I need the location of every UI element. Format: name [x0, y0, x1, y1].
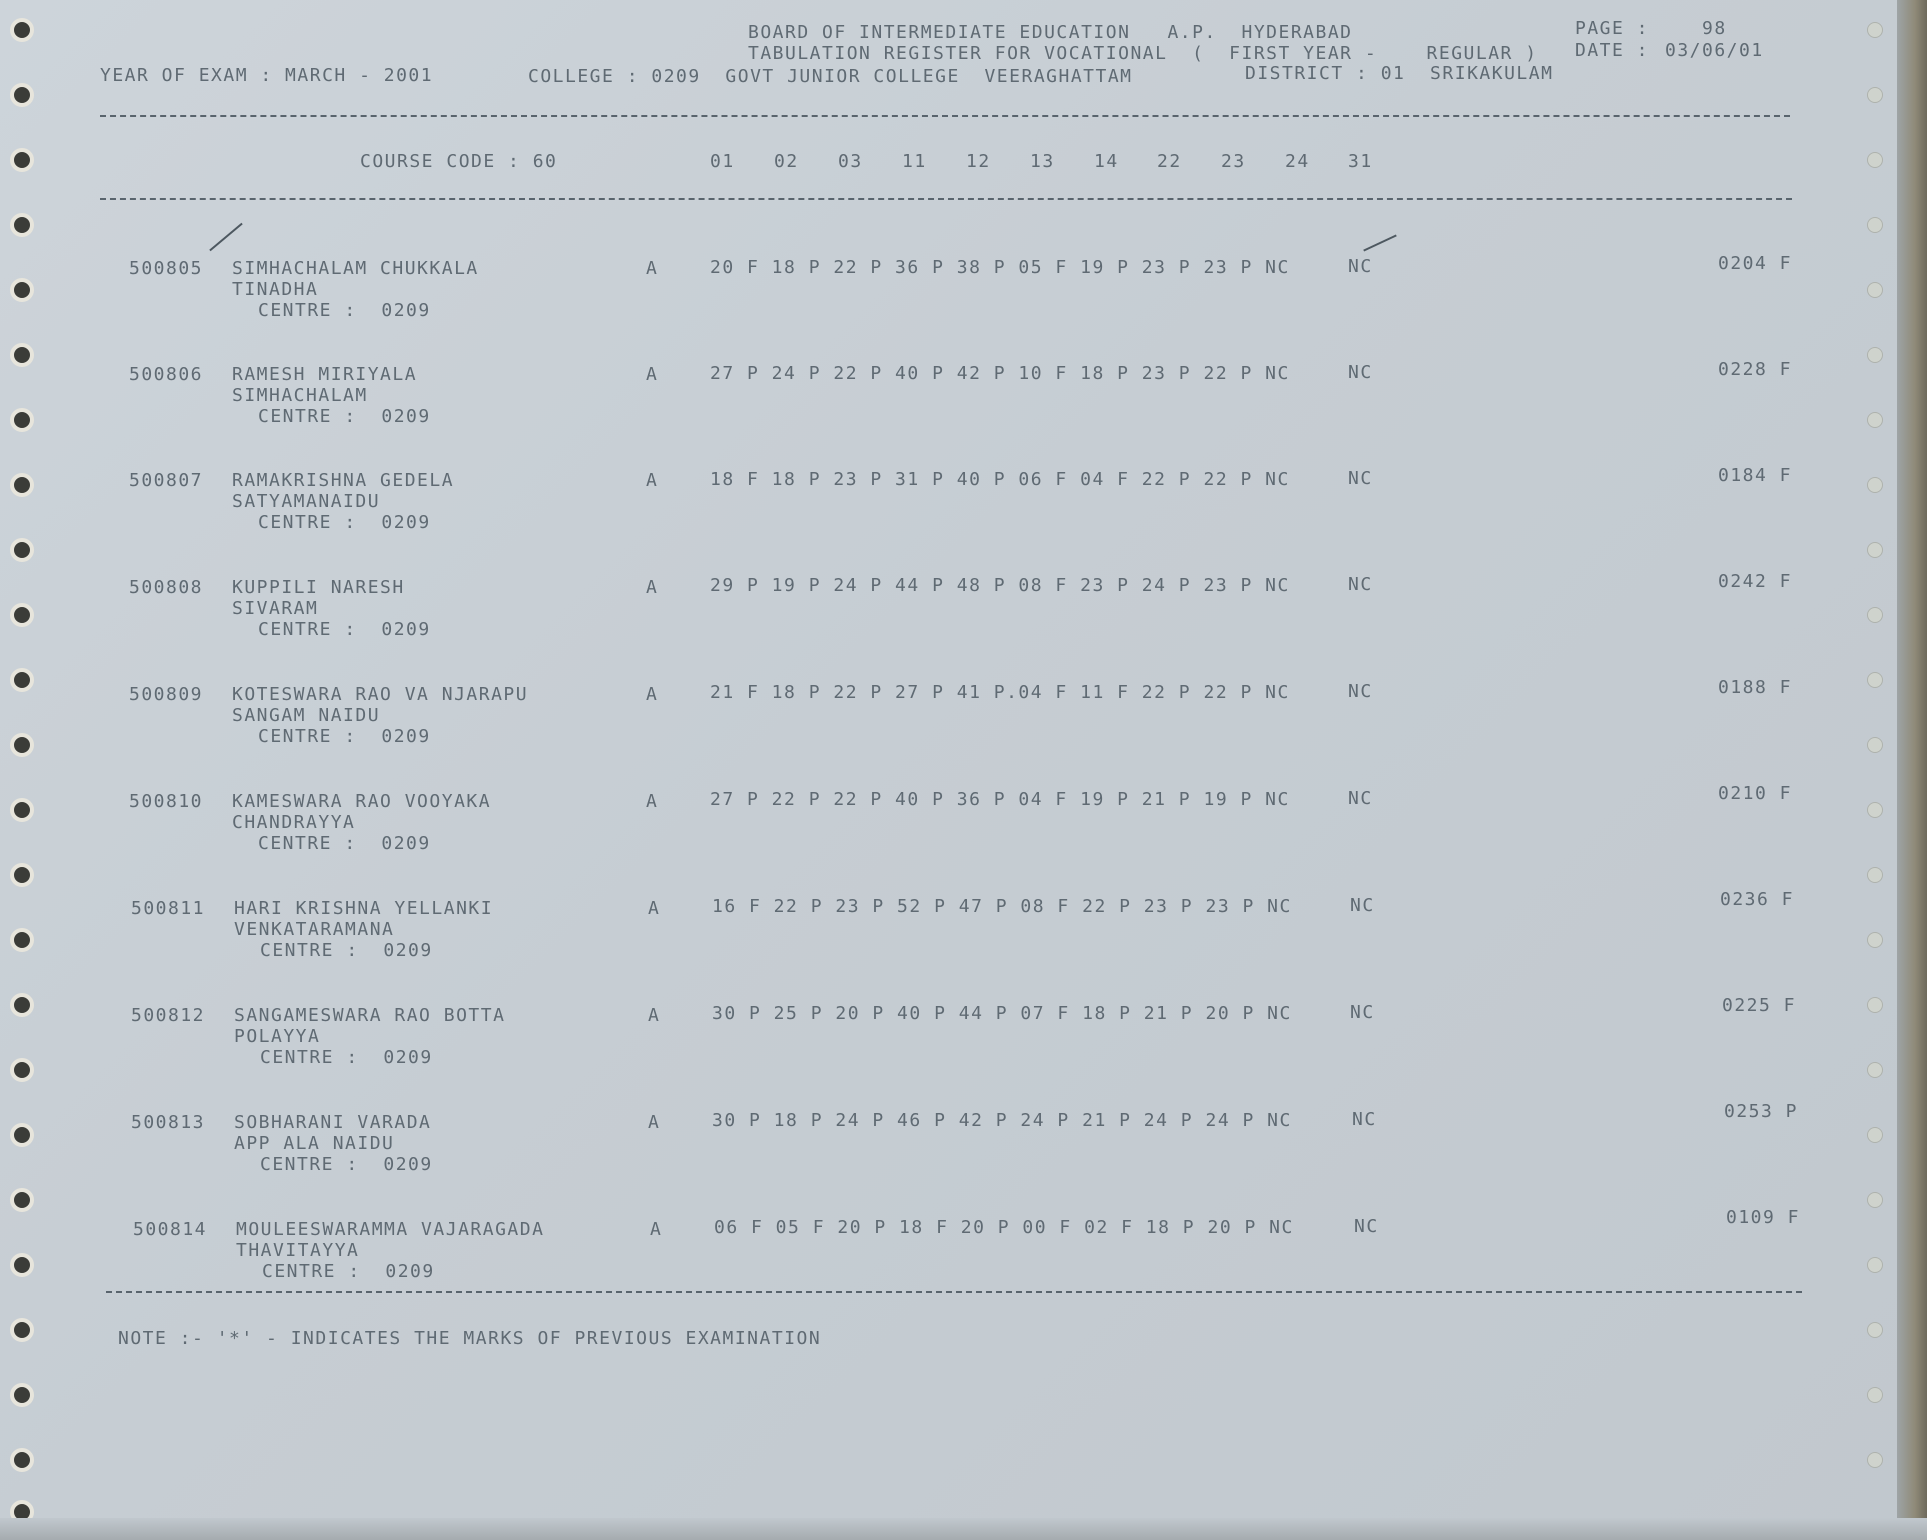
centre-code: CENTRE : 0209 [258, 406, 431, 427]
subject-marks: 27 P 24 P 22 P 40 P 42 P 10 F 18 P 23 P 22 P NC [710, 363, 1290, 384]
father-name: SIMHACHALAM [232, 385, 368, 406]
feed-hole-icon [10, 473, 34, 497]
pen-tick-icon [1363, 234, 1396, 251]
feed-hole-icon [10, 213, 34, 237]
column-header-rule [100, 198, 1792, 200]
feed-hole-icon [1867, 217, 1883, 233]
feed-hole-icon [10, 278, 34, 302]
subject-code: 23 [1221, 151, 1246, 172]
student-name: RAMESH MIRIYALA [232, 364, 418, 385]
date-label: DATE : [1575, 40, 1650, 61]
extra-subject: NC [1348, 788, 1373, 809]
subject-marks: 30 P 25 P 20 P 40 P 44 P 07 F 18 P 21 P 20 P NC [712, 1003, 1292, 1024]
feed-hole-icon [1867, 1127, 1883, 1143]
feed-hole-icon [10, 343, 34, 367]
footer-rule [106, 1291, 1802, 1293]
student-name: HARI KRISHNA YELLANKI [234, 898, 494, 919]
feed-hole-icon [10, 1123, 34, 1147]
subject-marks: 27 P 22 P 22 P 40 P 36 P 04 F 19 P 21 P 19 P NC [710, 789, 1290, 810]
father-name: POLAYYA [234, 1026, 321, 1047]
extra-subject: NC [1354, 1216, 1379, 1237]
subject-marks: 06 F 05 F 20 P 18 F 20 P 00 F 02 F 18 P 20 P NC [714, 1217, 1294, 1238]
total-result: 0210 F [1718, 783, 1793, 804]
subject-marks: 16 F 22 P 23 P 52 P 47 P 08 F 22 P 23 P 23 P NC [712, 896, 1292, 917]
feed-hole-icon [1867, 802, 1883, 818]
tractor-feed-holes-right [1867, 0, 1897, 1540]
father-name: SIVARAM [232, 598, 319, 619]
father-name: VENKATARAMANA [234, 919, 395, 940]
father-name: SANGAM NAIDU [232, 705, 381, 726]
roll-number: 500806 [129, 364, 204, 385]
student-name: KUPPILI NARESH [232, 577, 405, 598]
attendance-status: A [650, 1219, 663, 1240]
centre-code: CENTRE : 0209 [258, 726, 431, 747]
roll-number: 500810 [129, 791, 204, 812]
centre-code: CENTRE : 0209 [260, 1047, 433, 1068]
student-name: SOBHARANI VARADA [234, 1112, 432, 1133]
feed-hole-icon [1867, 152, 1883, 168]
extra-subject: NC [1350, 1002, 1375, 1023]
extra-subject: NC [1352, 1109, 1377, 1130]
subject-marks: 21 F 18 P 22 P 27 P 41 P.04 F 11 F 22 P 22 P NC [710, 682, 1290, 703]
centre-code: CENTRE : 0209 [258, 833, 431, 854]
total-result: 0228 F [1718, 359, 1793, 380]
father-name: APP ALA NAIDU [234, 1133, 395, 1154]
total-result: 0236 F [1720, 889, 1795, 910]
centre-code: CENTRE : 0209 [260, 940, 433, 961]
feed-hole-icon [10, 1318, 34, 1342]
attendance-status: A [646, 791, 659, 812]
attendance-status: A [646, 258, 659, 279]
father-name: CHANDRAYYA [232, 812, 356, 833]
feed-hole-icon [1867, 997, 1883, 1013]
feed-hole-icon [10, 993, 34, 1017]
subject-marks: 29 P 19 P 24 P 44 P 48 P 08 F 23 P 24 P 23 P NC [710, 575, 1290, 596]
student-name: KOTESWARA RAO VA NJARAPU [232, 684, 529, 705]
feed-hole-icon [1867, 22, 1883, 38]
feed-hole-icon [10, 83, 34, 107]
centre-code: CENTRE : 0209 [258, 300, 431, 321]
total-result: 0109 F [1726, 1207, 1801, 1228]
roll-number: 500808 [129, 577, 204, 598]
roll-number: 500813 [131, 1112, 206, 1133]
feed-hole-icon [1867, 1257, 1883, 1273]
pen-tick-icon [209, 223, 242, 252]
extra-subject: NC [1348, 362, 1373, 383]
register-title: TABULATION REGISTER FOR VOCATIONAL ( FIRST YEAR - REGULAR ) [748, 43, 1538, 64]
subject-code: 12 [966, 151, 991, 172]
attendance-status: A [648, 1112, 661, 1133]
feed-hole-icon [10, 928, 34, 952]
feed-hole-icon [1867, 737, 1883, 753]
feed-hole-icon [10, 863, 34, 887]
feed-hole-icon [1867, 932, 1883, 948]
subject-code: 11 [902, 151, 927, 172]
subject-code: 14 [1094, 151, 1119, 172]
feed-hole-icon [1867, 1387, 1883, 1403]
feed-hole-icon [10, 668, 34, 692]
roll-number: 500812 [131, 1005, 206, 1026]
roll-number: 500809 [129, 684, 204, 705]
subject-code: 02 [774, 151, 799, 172]
total-result: 0253 P [1724, 1101, 1799, 1122]
feed-hole-icon [1867, 1452, 1883, 1468]
feed-hole-icon [1867, 282, 1883, 298]
feed-hole-icon [1867, 867, 1883, 883]
paper-edge [1897, 0, 1927, 1540]
date-value: 03/06/01 [1665, 40, 1764, 61]
feed-hole-icon [1867, 542, 1883, 558]
feed-hole-icon [10, 1058, 34, 1082]
feed-hole-icon [10, 1448, 34, 1472]
student-name: KAMESWARA RAO VOOYAKA [232, 791, 492, 812]
father-name: TINADHA [232, 279, 319, 300]
extra-subject: NC [1348, 681, 1373, 702]
page-number: 98 [1702, 18, 1727, 39]
total-result: 0225 F [1722, 995, 1797, 1016]
course-code: COURSE CODE : 60 [360, 151, 558, 172]
subject-code: 03 [838, 151, 863, 172]
total-result: 0188 F [1718, 677, 1793, 698]
feed-hole-icon [10, 1253, 34, 1277]
feed-hole-icon [1867, 412, 1883, 428]
student-name: MOULEESWARAMMA VAJARAGADA [236, 1219, 545, 1240]
footnote: NOTE :- '*' - INDICATES THE MARKS OF PREVIOUS EXAMINATION [118, 1328, 822, 1349]
subject-code: 22 [1157, 151, 1182, 172]
subject-marks: 18 F 18 P 23 P 31 P 40 P 06 F 04 F 22 P 22 P NC [710, 469, 1290, 490]
college-info: COLLEGE : 0209 GOVT JUNIOR COLLEGE VEERAGHATTAM [528, 66, 1133, 87]
roll-number: 500805 [129, 258, 204, 279]
feed-hole-icon [10, 1383, 34, 1407]
attendance-status: A [646, 364, 659, 385]
student-name: SANGAMESWARA RAO BOTTA [234, 1005, 506, 1026]
roll-number: 500811 [131, 898, 206, 919]
centre-code: CENTRE : 0209 [260, 1154, 433, 1175]
feed-hole-icon [10, 603, 34, 627]
father-name: SATYAMANAIDU [232, 491, 381, 512]
feed-hole-icon [1867, 607, 1883, 623]
extra-subject: NC [1348, 574, 1373, 595]
board-title: BOARD OF INTERMEDIATE EDUCATION A.P. HYDERABAD [748, 22, 1353, 43]
tractor-feed-holes-left [10, 0, 50, 1540]
feed-hole-icon [1867, 1062, 1883, 1078]
feed-hole-icon [1867, 477, 1883, 493]
subject-marks: 20 F 18 P 22 P 36 P 38 P 05 F 19 P 23 P 23 P NC [710, 257, 1290, 278]
subject-code: 31 [1348, 151, 1373, 172]
subject-code: 24 [1285, 151, 1310, 172]
subject-code: 01 [710, 151, 735, 172]
feed-hole-icon [1867, 672, 1883, 688]
student-name: SIMHACHALAM CHUKKALA [232, 258, 479, 279]
district-info: DISTRICT : 01 SRIKAKULAM [1245, 63, 1554, 84]
year-of-exam: YEAR OF EXAM : MARCH - 2001 [100, 65, 434, 86]
feed-hole-icon [1867, 87, 1883, 103]
subject-marks: 30 P 18 P 24 P 46 P 42 P 24 P 21 P 24 P 24 P NC [712, 1110, 1292, 1131]
roll-number: 500814 [133, 1219, 208, 1240]
roll-number: 500807 [129, 470, 204, 491]
centre-code: CENTRE : 0209 [258, 512, 431, 533]
attendance-status: A [646, 577, 659, 598]
feed-hole-icon [10, 1188, 34, 1212]
attendance-status: A [646, 470, 659, 491]
paper-bottom-edge [0, 1518, 1927, 1540]
total-result: 0242 F [1718, 571, 1793, 592]
feed-hole-icon [10, 18, 34, 42]
extra-subject: NC [1350, 895, 1375, 916]
centre-code: CENTRE : 0209 [258, 619, 431, 640]
centre-code: CENTRE : 0209 [262, 1261, 435, 1282]
feed-hole-icon [10, 408, 34, 432]
header-rule [100, 115, 1790, 117]
attendance-status: A [646, 684, 659, 705]
total-result: 0204 F [1718, 253, 1793, 274]
feed-hole-icon [1867, 1322, 1883, 1338]
student-name: RAMAKRISHNA GEDELA [232, 470, 455, 491]
attendance-status: A [648, 1005, 661, 1026]
attendance-status: A [648, 898, 661, 919]
extra-subject: NC [1348, 468, 1373, 489]
feed-hole-icon [1867, 347, 1883, 363]
feed-hole-icon [10, 538, 34, 562]
feed-hole-icon [10, 733, 34, 757]
feed-hole-icon [1867, 1192, 1883, 1208]
extra-subject: NC [1348, 256, 1373, 277]
feed-hole-icon [10, 148, 34, 172]
feed-hole-icon [10, 798, 34, 822]
total-result: 0184 F [1718, 465, 1793, 486]
subject-code: 13 [1030, 151, 1055, 172]
father-name: THAVITAYYA [236, 1240, 360, 1261]
page-label: PAGE : [1575, 18, 1650, 39]
